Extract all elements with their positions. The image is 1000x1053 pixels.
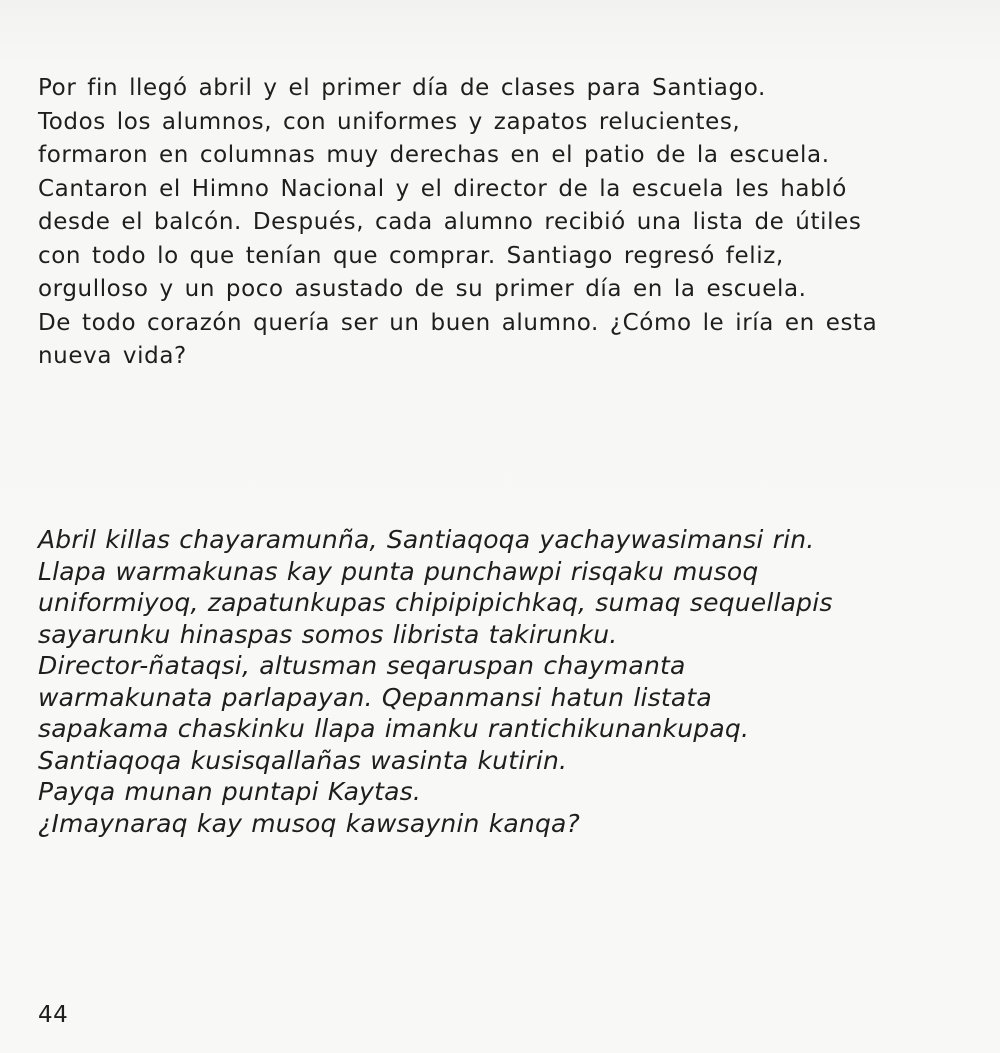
quechua-line: Llapa warmakunas kay punta punchawpi risqaku musoq [38, 556, 759, 586]
spanish-line: nueva vida? [38, 343, 187, 369]
spanish-line: con todo lo que tenían que comprar. Santiago regresó feliz, [38, 242, 784, 269]
spanish-line: De todo corazón quería ser un buen alumno. ¿Cómo le iría en esta [38, 309, 878, 336]
quechua-line: sapakama chaskinku llapa imanku rantichikunankupaq. [38, 714, 750, 743]
quechua-line: Payqa munan puntapi Kaytas. [38, 777, 422, 806]
quechua-line: Director-ñataqsi, altusman seqaruspan chaymanta [38, 651, 686, 680]
quechua-line: sayarunku hinaspas somos librista takirunku. [38, 619, 618, 649]
page-number: 44 [38, 1002, 69, 1028]
quechua-line: warmakunata parlapayan. Qepanmansi hatun listata [38, 682, 712, 712]
quechua-line: ¿Imaynaraq kay musoq kawsaynin kanqa? [38, 808, 581, 838]
spanish-line: Por fin llegó abril y el primer día de clases para Santiago. [38, 75, 766, 101]
quechua-paragraph [38, 524, 988, 839]
spanish-paragraph [38, 72, 988, 374]
quechua-line: Santiaqoqa kusisqallañas wasinta kutirin. [38, 745, 568, 775]
quechua-line: Abril killas chayaramunña, Santiaqoqa yachaywasimansi rin. [38, 525, 815, 554]
spanish-line: desde el balcón. Después, cada alumno recibió una lista de útiles [38, 209, 862, 235]
spanish-line: orgulloso y un poco asustado de su primer día en la escuela. [38, 276, 807, 302]
quechua-line: uniformiyoq, zapatunkupas chipipipichkaq, sumaq sequellapis [38, 588, 833, 617]
spanish-line: Cantaron el Himno Nacional y el director de la escuela les habló [38, 175, 847, 202]
spanish-line: Todos los alumnos, con uniformes y zapatos relucientes, [38, 108, 741, 135]
spanish-line: formaron en columnas muy derechas en el patio de la escuela. [38, 142, 830, 168]
